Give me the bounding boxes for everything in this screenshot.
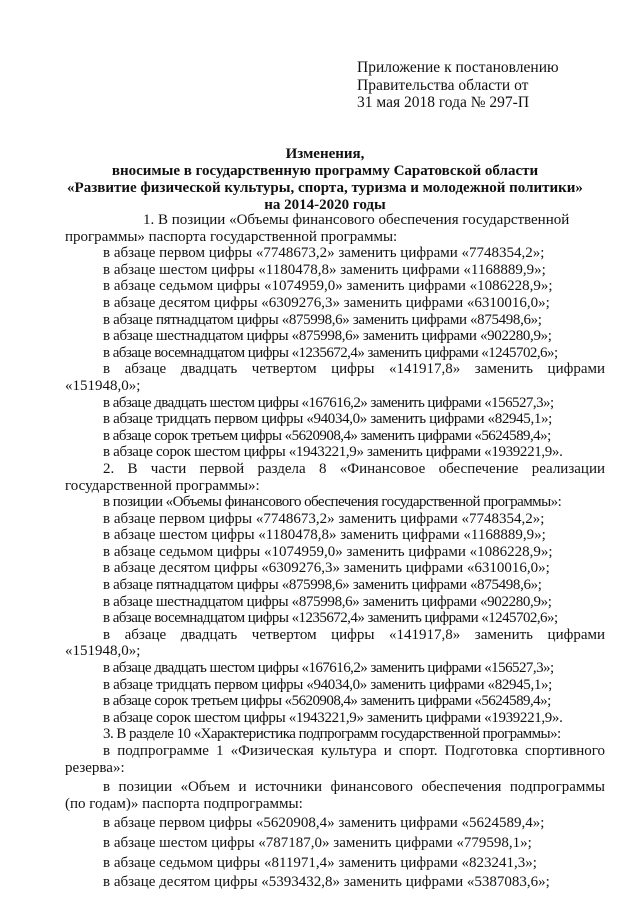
paragraph-1 <box>103 212 605 229</box>
list-item: в абзаце сорок третьем цифры «5620908,4» заменить цифрами «5624589,4»; <box>103 427 551 444</box>
list-item: в абзаце двадцать шестом цифры «167616,2» заменить цифрами «156527,3»; <box>103 660 554 677</box>
text-line <box>103 212 605 229</box>
list-item: в абзаце шестом цифры «1180478,8» заменить цифрами «1168889,9»; <box>103 261 546 278</box>
document-body <box>65 212 605 891</box>
header-line: 31 мая 2018 года № 297-П <box>357 94 530 111</box>
list-item: в позиции «Объем и источники финансового обеспечения подпрограммы <box>103 779 605 796</box>
title-line: вносимые в государственную программу Саратовской области <box>111 163 539 179</box>
list-item: в абзаце сорок третьем цифры «5620908,4» заменить цифрами «5624589,4»; <box>103 693 551 710</box>
list-item: в абзаце шестнадцатом цифры «875998,6» заменить цифрами «902280,9»; <box>103 328 552 345</box>
list-item: в абзаце десятом цифры «5393432,8» заменить цифрами «5387083,6»; <box>103 874 550 891</box>
appendix-header <box>357 59 559 112</box>
header-line: Правительства области от <box>357 76 529 94</box>
text-line: государственной программы»: <box>65 477 260 494</box>
text-line: резерва»: <box>65 759 125 776</box>
text-line: программы» паспорта государственной программы: <box>65 228 398 245</box>
text-line: (по годам)» паспорта подпрограммы: <box>65 795 303 812</box>
list-item: в подпрограмме 1 «Физическая культура и спорт. Подготовка спортивного <box>103 743 605 759</box>
list-item: в абзаце первом цифры «7748673,2» заменить цифрами «7748354,2»; <box>103 245 545 262</box>
title-line: «Развитие физической культуры, спорта, туризма и молодежной политики» <box>67 180 583 196</box>
list-item: в абзаце первом цифры «7748673,2» заменить цифрами «7748354,2»; <box>103 510 545 527</box>
list-item: в абзаце двадцать четвертом цифры «141917,8» заменить цифрами <box>103 361 605 378</box>
paragraph-text: 1. В позиции «Объемы финансового обеспечения государственной <box>143 212 570 228</box>
list-item: в абзаце десятом цифры «6309276,3» заменить цифрами «6310016,0»; <box>103 294 550 311</box>
paragraph-2: 2. В части первой раздела 8 «Финансовое обеспечение реализации <box>103 460 605 477</box>
list-item: в абзаце седьмом цифры «1074959,0» заменить цифрами «1086228,9»; <box>103 543 553 560</box>
list-item: в абзаце седьмом цифры «1074959,0» заменить цифрами «1086228,9»; <box>103 278 553 295</box>
text-line: «151948,0»; <box>65 643 141 660</box>
list-item: в абзаце сорок шестом цифры «1943221,9» заменить цифрами «1939221,9». <box>103 444 563 461</box>
list-item: в абзаце восемнадцатом цифры «1235672,4» заменить цифрами «1245702,6»; <box>103 344 558 361</box>
list-item: в абзаце восемнадцатом цифры «1235672,4» заменить цифрами «1245702,6»; <box>103 610 558 627</box>
title-line: Изменения, <box>285 146 365 162</box>
list-item: в позиции «Объемы финансового обеспечения государственной программы»: <box>103 494 562 511</box>
list-item: в абзаце тридцать первом цифры «94034,0» заменить цифрами «82945,1»; <box>103 676 552 693</box>
text-line: «151948,0»; <box>65 377 141 394</box>
list-item: в абзаце двадцать шестом цифры «167616,2» заменить цифрами «156527,3»; <box>103 394 554 411</box>
list-item: в абзаце тридцать первом цифры «94034,0» заменить цифрами «82945,1»; <box>103 411 552 428</box>
list-item: в абзаце первом цифры «5620908,4» заменить цифрами «5624589,4»; <box>103 815 545 832</box>
list-item: в абзаце шестнадцатом цифры «875998,6» заменить цифрами «902280,9»; <box>103 593 552 610</box>
paragraph-3: 3. В разделе 10 «Характеристика подпрограмм государственной программы»: <box>103 726 561 743</box>
header-line: Приложение к постановлению <box>357 59 559 76</box>
list-item: в абзаце пятнадцатом цифры «875998,6» заменить цифрами «875498,6»; <box>103 577 542 594</box>
list-item: в абзаце пятнадцатом цифры «875998,6» заменить цифрами «875498,6»; <box>103 311 542 328</box>
list-item: в абзаце двадцать четвертом цифры «141917,8» заменить цифрами <box>103 626 605 643</box>
list-item: в абзаце сорок шестом цифры «1943221,9» заменить цифрами «1939221,9». <box>103 709 563 726</box>
document-title <box>60 146 590 214</box>
title-line: на 2014-2020 годы <box>264 197 386 213</box>
list-item: в абзаце седьмом цифры «811971,4» заменить цифрами «823241,3»; <box>103 854 537 871</box>
list-item: в абзаце шестом цифры «1180478,8» заменить цифрами «1168889,9»; <box>103 527 546 544</box>
list-item: в абзаце десятом цифры «6309276,3» заменить цифрами «6310016,0»; <box>103 560 550 577</box>
list-item: в абзаце шестом цифры «787187,0» заменить цифрами «779598,1»; <box>103 834 532 851</box>
